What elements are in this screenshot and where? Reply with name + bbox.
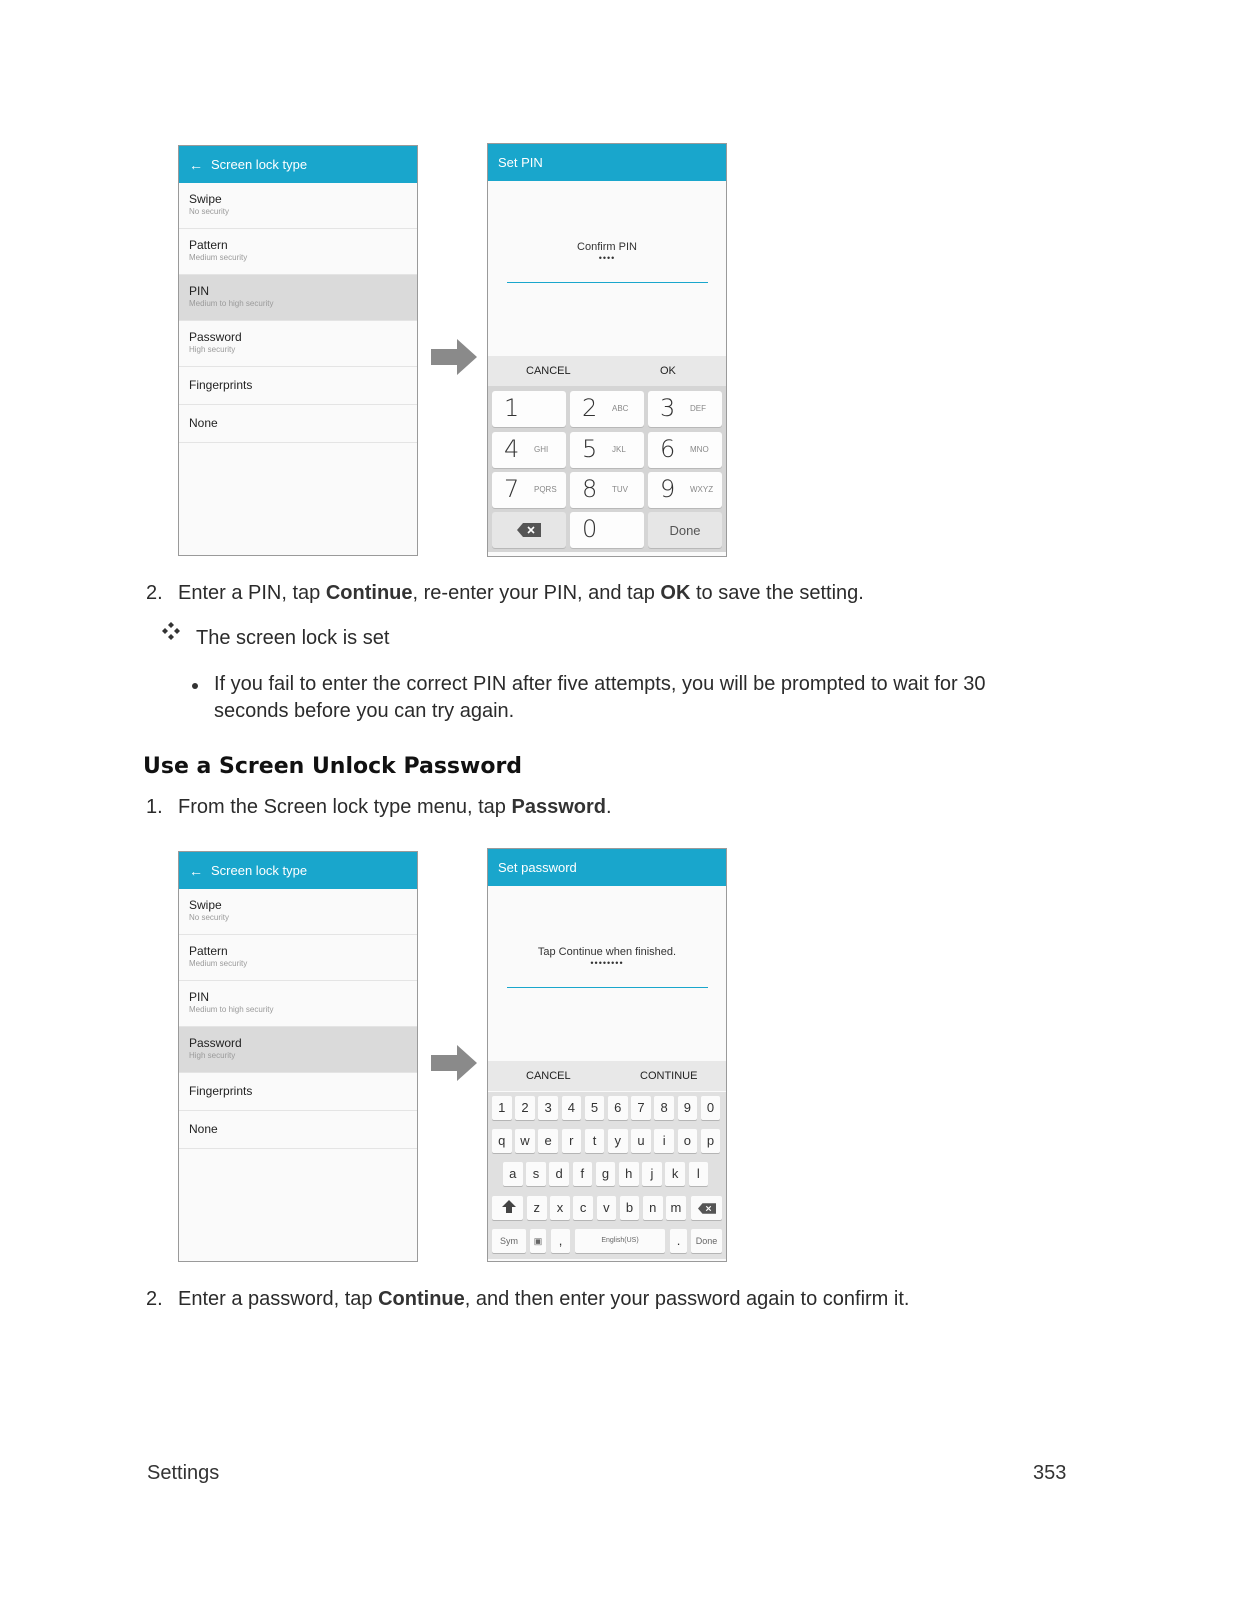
key-9[interactable] xyxy=(648,472,722,508)
shift-icon xyxy=(501,1199,517,1215)
number-key-5[interactable]: 5 xyxy=(585,1096,605,1120)
continue-button[interactable]: CONTINUE xyxy=(640,1070,698,1082)
key-0[interactable] xyxy=(570,512,644,548)
option-subtitle: Medium to high security xyxy=(189,1005,274,1014)
step-2-password xyxy=(146,1288,910,1311)
key-letters: MNO xyxy=(690,445,709,454)
number-key-2[interactable]: 2 xyxy=(515,1096,535,1120)
number-key-0[interactable]: 0 xyxy=(701,1096,721,1120)
option-subtitle: Medium to high security xyxy=(189,299,274,308)
app-bar-title: Screen lock type xyxy=(211,863,308,878)
step-text xyxy=(178,796,612,819)
pin-action-bar xyxy=(488,356,726,386)
letter-key-p[interactable]: p xyxy=(701,1129,721,1153)
key-digit: 0 xyxy=(582,515,598,543)
set-pin-panel xyxy=(487,143,727,557)
password-action-bar xyxy=(488,1061,726,1091)
step-text xyxy=(178,582,864,605)
lock-option-password[interactable] xyxy=(179,1027,417,1073)
key-1[interactable] xyxy=(492,391,566,427)
screen-lock-type-panel xyxy=(178,145,418,556)
key-letters: ABC xyxy=(612,404,629,413)
key-letters: PQRS xyxy=(534,485,557,494)
key-8[interactable] xyxy=(570,472,644,508)
footer-section: Settings xyxy=(147,1462,220,1484)
password-input-underline xyxy=(507,987,708,988)
step-text xyxy=(178,1288,909,1311)
set-password-panel xyxy=(487,848,727,1262)
app-bar xyxy=(179,146,417,183)
step-1-password xyxy=(146,796,612,819)
key-letters: DEF xyxy=(690,404,706,413)
lock-option-pattern[interactable] xyxy=(179,229,417,275)
step-text-mid: , re-enter your PIN, and tap xyxy=(412,582,661,604)
app-bar xyxy=(488,144,726,181)
letter-key-m[interactable]: m xyxy=(666,1196,686,1220)
step-text-post: , and then enter your password again to confirm it. xyxy=(464,1288,910,1310)
numeric-keypad xyxy=(488,386,726,552)
password-dots[interactable]: •••••••• xyxy=(590,958,624,968)
letter-key-w[interactable]: w xyxy=(515,1129,535,1153)
bullet-line-1: If you fail to enter the correct PIN after five attempts, you will be prompted to wait for 30 xyxy=(214,673,986,695)
number-key-6[interactable]: 6 xyxy=(608,1096,628,1120)
number-key-4[interactable]: 4 xyxy=(562,1096,582,1120)
option-subtitle: No security xyxy=(189,913,230,922)
lock-option-pin[interactable] xyxy=(179,275,417,321)
option-subtitle: No security xyxy=(189,207,230,216)
step-text-pre: Enter a password, tap xyxy=(178,1288,379,1310)
option-subtitle: Medium security xyxy=(189,959,248,968)
option-subtitle: Medium security xyxy=(189,253,248,262)
step-text-pre: Enter a PIN, tap xyxy=(178,582,326,604)
number-key-9[interactable]: 9 xyxy=(678,1096,698,1120)
option-title: Pattern xyxy=(189,944,228,958)
lock-option-swipe[interactable] xyxy=(179,889,417,935)
option-title: Password xyxy=(189,1036,242,1050)
bullet-note xyxy=(214,671,985,725)
letter-key-s[interactable]: s xyxy=(526,1162,546,1186)
cancel-button[interactable]: CANCEL xyxy=(526,1070,571,1082)
step-text-post: to save the setting. xyxy=(690,582,864,604)
backspace-icon xyxy=(698,1203,716,1214)
result-text: The screen lock is set xyxy=(196,627,390,649)
option-title: None xyxy=(189,1122,218,1136)
letter-key-f[interactable]: f xyxy=(573,1162,593,1186)
step-number: 1. xyxy=(146,796,163,818)
letter-key-r[interactable]: r xyxy=(562,1129,582,1153)
bullet-dot xyxy=(192,683,198,689)
step-number: 2. xyxy=(146,1288,163,1310)
letter-key-c[interactable]: c xyxy=(573,1196,593,1220)
lock-option-none[interactable] xyxy=(179,405,417,443)
letter-key-a[interactable]: a xyxy=(503,1162,523,1186)
option-title: Fingerprints xyxy=(189,1084,253,1098)
pin-dots[interactable]: •••• xyxy=(598,253,616,263)
sym-key[interactable]: Sym xyxy=(492,1229,526,1253)
key-letters: TUV xyxy=(612,485,628,494)
key-digit: 9 xyxy=(660,475,676,503)
key-letters: JKL xyxy=(612,445,626,454)
lock-option-pattern[interactable] xyxy=(179,935,417,981)
letter-key-h[interactable]: h xyxy=(619,1162,639,1186)
password-entry xyxy=(488,946,726,968)
comma-key[interactable]: , xyxy=(551,1229,570,1253)
option-title: None xyxy=(189,416,218,430)
number-key-7[interactable]: 7 xyxy=(631,1096,651,1120)
result-diamond-icon xyxy=(160,622,182,644)
lock-option-fingerprints[interactable] xyxy=(179,1073,417,1111)
done-key[interactable] xyxy=(648,512,722,548)
ok-button[interactable]: OK xyxy=(660,365,676,377)
letter-key-y[interactable]: y xyxy=(608,1129,628,1153)
key-letters: GHI xyxy=(534,445,549,454)
pin-entry xyxy=(488,241,726,263)
lock-option-swipe[interactable] xyxy=(179,183,417,229)
letter-key-n[interactable]: n xyxy=(643,1196,663,1220)
space-key[interactable]: English(US) xyxy=(575,1229,665,1253)
app-bar-title: Set PIN xyxy=(498,155,543,170)
continue-emphasis: Continue xyxy=(325,582,413,604)
step-2-pin xyxy=(146,582,864,605)
backspace-icon xyxy=(517,523,541,537)
letter-key-t[interactable]: t xyxy=(585,1129,605,1153)
letter-key-i[interactable]: i xyxy=(654,1129,674,1153)
letter-key-g[interactable]: g xyxy=(596,1162,616,1186)
ok-emphasis: OK xyxy=(660,582,691,604)
key-3[interactable] xyxy=(648,391,722,427)
bullet-line-2: seconds before you can try again. xyxy=(214,700,515,722)
password-emphasis: Password xyxy=(511,796,606,818)
letter-key-q[interactable]: q xyxy=(492,1129,512,1153)
key-digit: 2 xyxy=(582,394,598,422)
key-digit: 3 xyxy=(660,394,676,422)
qwerty-keyboard xyxy=(488,1092,726,1259)
letter-key-d[interactable]: d xyxy=(549,1162,569,1186)
step-text-post: . xyxy=(605,796,612,818)
option-title: PIN xyxy=(189,284,210,298)
letter-key-z[interactable]: z xyxy=(527,1196,547,1220)
letter-key-o[interactable]: o xyxy=(678,1129,698,1153)
right-arrow-icon xyxy=(431,1043,479,1083)
letter-key-j[interactable]: j xyxy=(642,1162,662,1186)
step-text-pre: From the Screen lock type menu, tap xyxy=(178,796,512,818)
letter-key-b[interactable]: b xyxy=(620,1196,640,1220)
screen-lock-type-panel-2 xyxy=(178,851,418,1262)
lock-option-fingerprints[interactable] xyxy=(179,367,417,405)
key-4[interactable] xyxy=(492,432,566,468)
number-key-3[interactable]: 3 xyxy=(538,1096,558,1120)
emoji-key[interactable] xyxy=(530,1229,546,1253)
back-arrow-icon[interactable]: ← xyxy=(189,862,203,879)
app-bar xyxy=(179,852,417,889)
key-digit: 7 xyxy=(504,475,520,503)
key-7[interactable] xyxy=(492,472,566,508)
option-title: Swipe xyxy=(189,192,222,206)
key-letters: WXYZ xyxy=(690,485,714,494)
key-5[interactable] xyxy=(570,432,644,468)
key-2[interactable] xyxy=(570,391,644,427)
option-subtitle: High security xyxy=(189,1051,236,1060)
lock-option-none[interactable] xyxy=(179,1111,417,1149)
lock-option-password[interactable] xyxy=(179,321,417,367)
option-title: Swipe xyxy=(189,898,222,912)
delete-key[interactable] xyxy=(691,1196,722,1220)
done-label: Done xyxy=(669,523,701,538)
tap-continue-label: Tap Continue when finished. xyxy=(537,946,677,958)
keyboard-settings-icon: ▣ xyxy=(533,1236,543,1246)
option-subtitle: High security xyxy=(189,345,236,354)
option-title: PIN xyxy=(189,990,210,1004)
letter-key-l[interactable]: l xyxy=(689,1162,709,1186)
step-number: 2. xyxy=(146,582,163,604)
backspace-key[interactable] xyxy=(492,512,566,548)
key-digit: 6 xyxy=(660,435,676,463)
letter-key-e[interactable]: e xyxy=(538,1129,558,1153)
option-title: Pattern xyxy=(189,238,228,252)
option-title: Fingerprints xyxy=(189,378,253,392)
option-title: Password xyxy=(189,330,242,344)
page-number: 353 xyxy=(1033,1462,1067,1484)
letter-key-k[interactable]: k xyxy=(665,1162,685,1186)
back-arrow-icon[interactable]: ← xyxy=(189,156,203,173)
key-digit: 4 xyxy=(504,435,520,463)
app-bar xyxy=(488,849,726,886)
key-digit: 1 xyxy=(504,394,520,422)
app-bar-title: Screen lock type xyxy=(211,157,308,172)
number-key-8[interactable]: 8 xyxy=(654,1096,674,1120)
letter-key-v[interactable]: v xyxy=(597,1196,617,1220)
pin-input-underline xyxy=(507,282,708,283)
section-heading: Use a Screen Unlock Password xyxy=(143,754,523,779)
done-key[interactable]: Done xyxy=(691,1229,722,1253)
right-arrow-icon xyxy=(431,337,479,377)
continue-emphasis: Continue xyxy=(378,1288,465,1310)
key-6[interactable] xyxy=(648,432,722,468)
key-digit: 5 xyxy=(582,435,598,463)
letter-key-x[interactable]: x xyxy=(550,1196,570,1220)
letter-key-u[interactable]: u xyxy=(631,1129,651,1153)
confirm-pin-label: Confirm PIN xyxy=(577,241,637,253)
number-key-1[interactable]: 1 xyxy=(492,1096,512,1120)
key-digit: 8 xyxy=(582,475,598,503)
period-key[interactable]: . xyxy=(670,1229,687,1253)
lock-option-pin[interactable] xyxy=(179,981,417,1027)
cancel-button[interactable]: CANCEL xyxy=(526,365,571,377)
app-bar-title: Set password xyxy=(498,860,577,875)
